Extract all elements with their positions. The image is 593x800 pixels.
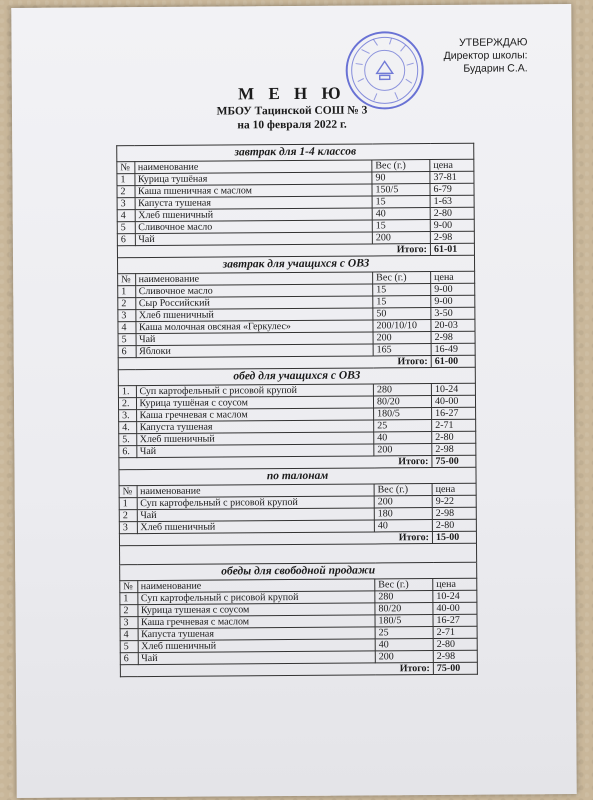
cell-price: 9-00 (431, 295, 475, 307)
cell-weight: 80/20 (375, 603, 433, 615)
gap-cell (120, 543, 477, 564)
approval-position: Директор школы: (443, 49, 528, 62)
total-label: Итого: (118, 356, 431, 370)
cell-name: Хлеб пшеничный (138, 639, 376, 653)
column-header-weight: Вес (г.) (375, 579, 433, 591)
column-header-number: № (120, 581, 138, 593)
cell-price: 1-63 (430, 195, 474, 207)
cell-number: 4. (119, 422, 137, 434)
cell-price: 9-00 (430, 219, 474, 231)
cell-price: 10-24 (433, 590, 477, 602)
cell-name: Каша гречневая с маслом (136, 408, 374, 422)
total-label: Итого: (117, 244, 430, 258)
cell-name: Сливочное масло (135, 284, 373, 298)
total-value: 15-00 (432, 531, 476, 543)
cell-name: Чай (135, 232, 373, 246)
column-header-name: наименование (137, 484, 375, 498)
approval-block (443, 36, 527, 76)
section-title: завтрак для 1-4 классов (117, 143, 474, 161)
cell-price: 2-71 (432, 419, 476, 431)
cell-name: Сливочное масло (135, 220, 373, 234)
menu-sheet (11, 4, 577, 798)
cell-price: 2-80 (432, 519, 476, 531)
column-header-weight: Вес (г.) (374, 484, 432, 496)
approval-title: УТВЕРЖДАЮ (459, 36, 528, 49)
cell-number: 3 (119, 522, 137, 534)
cell-price: 9-22 (432, 495, 476, 507)
cell-price: 40-00 (433, 602, 477, 614)
section-title: по талонам (119, 467, 476, 485)
cell-name: Хлеб пшеничный (137, 520, 375, 534)
total-label: Итого: (119, 456, 432, 470)
cell-name: Хлеб пшеничный (135, 208, 373, 222)
cell-price: 2-98 (433, 650, 477, 662)
cell-price: 40-00 (431, 395, 475, 407)
cell-number: 6 (117, 234, 135, 246)
cell-name: Капуста тушеная (136, 420, 374, 434)
cell-name: Чай (136, 332, 374, 346)
cell-number: 5 (118, 334, 136, 346)
cell-weight: 15 (373, 296, 431, 308)
section-title: обеды для свободной продажи (120, 562, 477, 580)
cell-number: 6 (120, 653, 138, 665)
cell-weight: 280 (373, 384, 431, 396)
cell-price: 16-49 (431, 343, 475, 355)
school-name: МБОУ Тацинской СОШ № 3 (216, 104, 368, 118)
cell-price: 6-79 (430, 183, 474, 195)
cell-price: 2-80 (432, 431, 476, 443)
cell-name: Чай (137, 508, 375, 522)
column-header-price: цена (432, 483, 476, 495)
cell-number: 6 (118, 346, 136, 358)
cell-price: 2-98 (432, 507, 476, 519)
cell-weight: 25 (375, 627, 433, 639)
cell-price: 2-98 (430, 231, 474, 243)
cell-number: 6. (119, 446, 137, 458)
cell-price: 20-03 (431, 319, 475, 331)
cell-weight: 90 (372, 172, 430, 184)
cell-weight: 15 (372, 220, 430, 232)
total-value: 75-00 (433, 662, 477, 674)
cell-name: Капуста тушеная (135, 196, 373, 210)
menu-tables (116, 143, 478, 677)
column-header-name: наименование (135, 272, 373, 286)
cell-name: Суп картофельный с рисовой крупой (136, 384, 374, 398)
cell-weight: 40 (374, 520, 432, 532)
total-label: Итого: (120, 663, 433, 677)
section-title: завтрак для учащихся с ОВЗ (117, 255, 474, 273)
cell-price: 16-27 (432, 407, 476, 419)
cell-weight: 200 (375, 651, 433, 663)
cell-number: 1 (119, 498, 137, 510)
cell-weight: 180/5 (374, 408, 432, 420)
cell-number: 2. (118, 398, 136, 410)
cell-weight: 200/10/10 (373, 320, 431, 332)
cell-number: 5 (120, 641, 138, 653)
approval-name: Бударин С.А. (463, 62, 528, 75)
cell-weight: 40 (374, 432, 432, 444)
cell-name: Каша гречневая с маслом (138, 615, 376, 629)
cell-number: 3 (120, 617, 138, 629)
cell-weight: 280 (375, 591, 433, 603)
column-header-price: цена (431, 271, 475, 283)
page-title: М Е Н Ю (238, 83, 346, 104)
column-header-price: цена (433, 578, 477, 590)
cell-price: 2-80 (433, 638, 477, 650)
cell-price: 2-71 (433, 626, 477, 638)
cell-number: 2 (118, 298, 136, 310)
cell-name: Чай (138, 651, 376, 665)
column-header-number: № (118, 274, 136, 286)
cell-weight: 200 (373, 332, 431, 344)
cell-price: 3-50 (431, 307, 475, 319)
column-header-weight: Вес (г.) (373, 272, 431, 284)
cell-weight: 200 (374, 444, 432, 456)
cell-weight: 15 (372, 196, 430, 208)
cell-number: 2 (120, 605, 138, 617)
cell-name: Курица тушёная (134, 172, 372, 186)
cell-price: 9-00 (431, 283, 475, 295)
cell-price: 2-98 (431, 331, 475, 343)
cell-number: 2 (117, 186, 135, 198)
column-header-number: № (119, 486, 137, 498)
cell-number: 3 (118, 310, 136, 322)
cell-number: 4 (118, 322, 136, 334)
cell-name: Каша молочная овсяная «Геркулес» (135, 320, 373, 334)
cell-number: 4 (117, 210, 135, 222)
cell-name: Курица тушёная с соусом (136, 396, 374, 410)
cell-number: 5 (117, 222, 135, 234)
cell-name: Хлеб пшеничный (136, 432, 374, 446)
cell-weight: 180/5 (375, 615, 433, 627)
cell-number: 3 (117, 198, 135, 210)
total-value: 75-00 (432, 455, 476, 467)
cell-weight: 180 (374, 508, 432, 520)
cell-weight: 200 (374, 496, 432, 508)
cell-weight: 25 (374, 420, 432, 432)
cell-weight: 165 (373, 344, 431, 356)
cell-number: 5. (119, 434, 137, 446)
cell-number: 1 (120, 593, 138, 605)
cell-number: 1. (118, 386, 136, 398)
cell-price: 16-27 (433, 614, 477, 626)
section-gap (120, 543, 477, 564)
cell-price: 10-24 (431, 383, 475, 395)
cell-name: Капуста тушеная (138, 627, 376, 641)
cell-number: 3. (119, 410, 137, 422)
cell-name: Курица тушеная с соусом (137, 603, 375, 617)
cell-weight: 200 (372, 232, 430, 244)
cell-number: 2 (119, 510, 137, 522)
menu-date: на 10 февраля 2022 г. (237, 118, 347, 132)
total-value: 61-00 (431, 355, 475, 367)
cell-name: Хлеб пшеничный (135, 308, 373, 322)
cell-name: Чай (136, 444, 374, 458)
cell-weight: 15 (373, 284, 431, 296)
cell-name: Каша пшеничная с маслом (134, 184, 372, 198)
cell-price: 2-98 (432, 443, 476, 455)
cell-weight: 150/5 (372, 184, 430, 196)
cell-weight: 80/20 (373, 396, 431, 408)
column-header-name: наименование (137, 579, 375, 593)
column-header-price: цена (430, 159, 474, 171)
cell-number: 4 (120, 629, 138, 641)
cell-number: 1 (118, 286, 136, 298)
menu-header (12, 82, 572, 134)
cell-price: 37-81 (430, 171, 474, 183)
column-header-number: № (117, 162, 135, 174)
section-title: обед для учащихся с ОВЗ (118, 367, 475, 385)
total-row (120, 662, 477, 676)
column-header-name: наименование (134, 160, 372, 174)
column-header-weight: Вес (г.) (372, 160, 430, 172)
cell-name: Сыр Российский (135, 296, 373, 310)
menu-table (116, 143, 478, 677)
cell-weight: 40 (375, 639, 433, 651)
total-value: 61-01 (430, 243, 474, 255)
cell-name: Суп картофельный с рисовой крупой (137, 496, 375, 510)
cell-weight: 40 (372, 208, 430, 220)
total-label: Итого: (119, 532, 432, 546)
cell-number: 1 (117, 174, 135, 186)
cell-name: Яблоки (136, 344, 374, 358)
cell-price: 2-80 (430, 207, 474, 219)
cell-weight: 50 (373, 308, 431, 320)
cell-name: Суп картофельный с рисовой крупой (137, 591, 375, 605)
